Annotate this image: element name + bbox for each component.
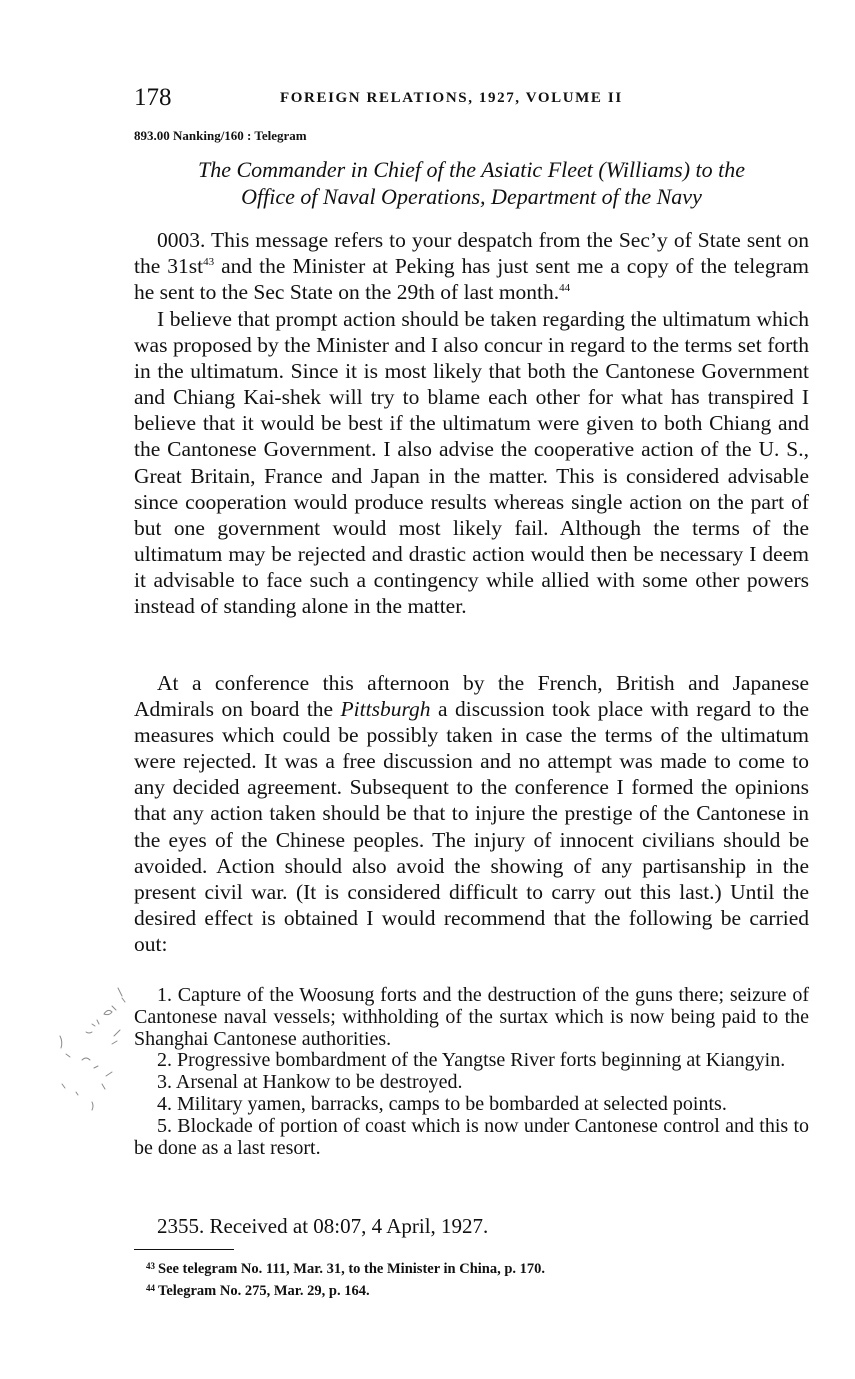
paragraph-3-text-cont: a discussion took place with regard to the measures which could be possibly taken in case the terms of the ultimatum were rejected. It was a free discussion and no attempt was made to come to any decided agreement. Subsequent to the conference I formed the opinions that any action taken should be that to injure the prestige of the Cantonese in the eyes of the Chinese peoples. The injury of innocent civilians should be avoided. Action should also avoid the showing of any partisanship in the present civil war. (It is considered difficult to carry out this last.) Until the desired effect is obtained I would recommend that the following be carried out:	[134, 697, 809, 956]
footnote-marker: 44	[146, 1283, 155, 1293]
document-title	[134, 156, 809, 210]
footnote-rule	[134, 1249, 234, 1250]
title-line-2: Office of Naval Operations, Department of the Navy	[241, 184, 702, 209]
footnote-text: Telegram No. 275, Mar. 29, p. 164.	[158, 1283, 370, 1299]
list-item: 3. Arsenal at Hankow to be destroyed.	[157, 1071, 463, 1094]
page-header	[134, 84, 809, 114]
paragraph-1-text-cont: and the Minister at Peking has just sent me a copy of the telegram he sent to the Sec State on the 29th of last month.	[134, 254, 810, 305]
footnote-marker: 43	[146, 1261, 155, 1271]
footnote-43	[146, 1257, 545, 1279]
paragraph-2: I believe that prompt action should be taken regarding the ultimatum which was proposed by the Minister and I also concur in regard to the terms set forth in the ultimatum. Since it is most likely that both the Cantonese Government and Chiang Kai-shek will try to blame each other for what has transpired I believe that it would be best if the ultimatum were given to both Chiang and the Cantonese Government. I also advise the cooperative action of the U. S., Great Britain, France and Japan in the matter. This is considered advisable since cooperation would produce results whereas single action on the part of but one government would most likely fail. Although the terms of the ultimatum may be rejected and drastic action would then be necessary I deem it advisable to face such a contingency while allied with some other powers instead of standing alone in the matter.	[134, 307, 809, 619]
margin-handwriting-marks	[52, 984, 132, 1114]
footnote-44	[146, 1279, 545, 1301]
ship-name: Pittsburgh	[340, 697, 431, 722]
title-line-1: The Commander in Chief of the Asiatic Fleet (Williams) to the	[197, 157, 746, 182]
file-reference: 893.00 Nanking/160 : Telegram	[134, 128, 307, 143]
paragraph-1-text: 0003. This message refers to your despatch from the Sec’y of State sent on the 31st	[134, 228, 809, 279]
list-item: 1. Capture of the Woosung forts and the destruction of the guns there; seizure of Cantonese naval vessels; withholding of the surtax which is now being paid to the Shanghai Cantonese authorities.	[134, 984, 809, 1050]
list-item: 4. Military yamen, barracks, camps to be bombarded at selected points.	[157, 1092, 727, 1115]
footnote-text: See telegram No. 111, Mar. 31, to the Minister in China, p. 170.	[158, 1261, 546, 1277]
running-title: FOREIGN RELATIONS, 1927, VOLUME II	[280, 90, 623, 106]
list-item: 5. Blockade of portion of coast which is now under Cantonese control and this to be done as a last resort.	[134, 1114, 809, 1159]
page-number: 178	[134, 84, 172, 111]
paragraph-3	[134, 670, 809, 981]
recommendation-list	[134, 985, 809, 1159]
paragraph-3-text: At a conference this afternoon by the French, British and Japanese Admirals on board the	[134, 671, 809, 722]
telegram-body	[134, 227, 809, 981]
paragraph-1	[134, 227, 809, 306]
received-line: 2355. Received at 08:07, 4 April, 1927.	[157, 1214, 489, 1238]
list-item: 2. Progressive bombardment of the Yangtse River forts beginning at Kiangyin.	[157, 1049, 786, 1072]
footnote-ref-44: 44	[559, 282, 571, 295]
footnote-ref-43: 43	[203, 256, 215, 269]
footnotes	[146, 1257, 545, 1301]
